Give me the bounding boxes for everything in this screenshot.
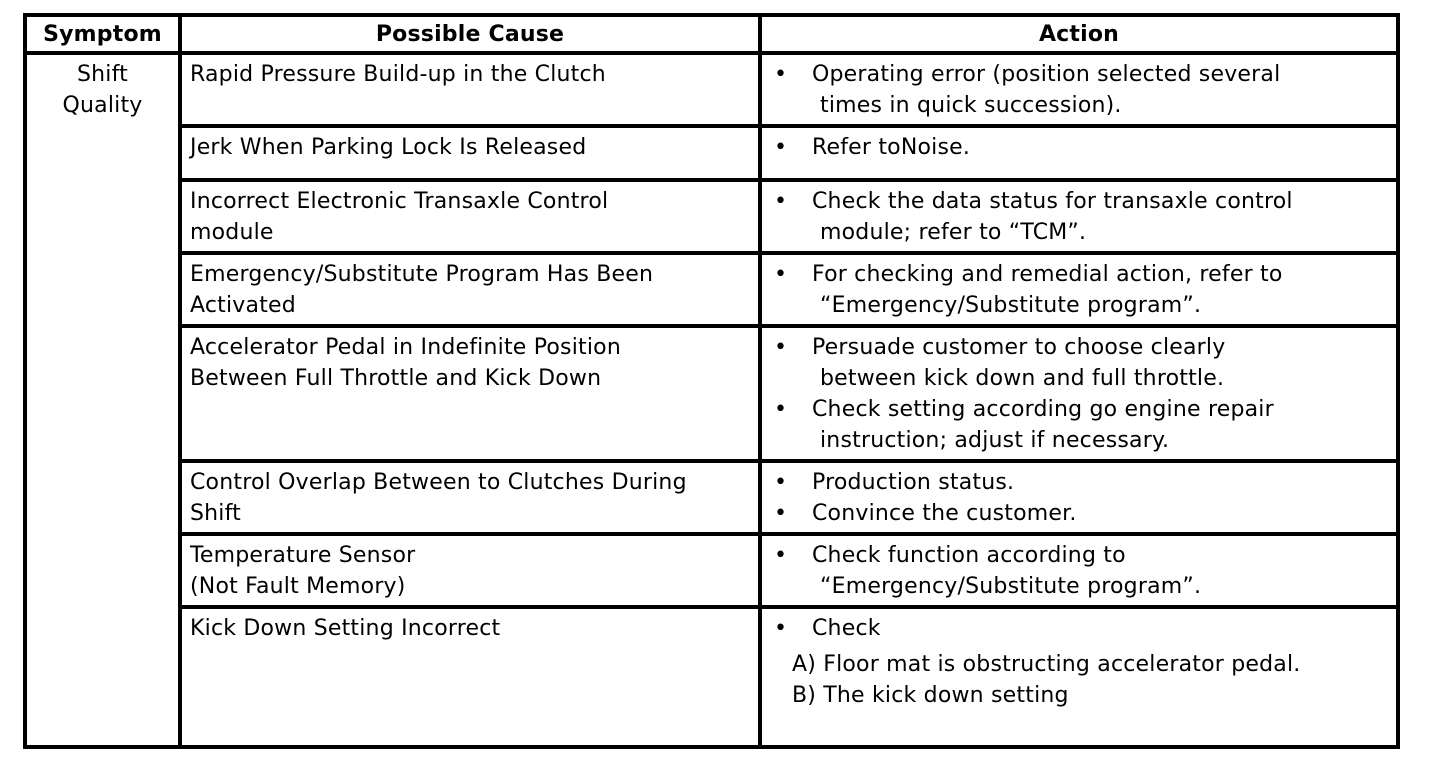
cause-text: Incorrect Electronic Transaxle Control <box>190 189 609 214</box>
bullet-dot: • <box>774 397 788 422</box>
header-action: Action <box>760 15 1398 53</box>
cause-cell <box>180 326 760 461</box>
action-text-continued: “Emergency/Substitute program”. <box>820 293 1202 318</box>
cause-text: Temperature Sensor <box>190 543 416 568</box>
action-item <box>770 540 1388 602</box>
symptom-line-2: Quality <box>62 93 143 118</box>
action-cell <box>760 607 1398 747</box>
action-item <box>770 186 1388 248</box>
bullet-dot: • <box>774 189 788 214</box>
table-row <box>25 326 1398 461</box>
bullet-dot: • <box>774 501 788 526</box>
action-text-continued: module; refer to “TCM”. <box>820 220 1087 245</box>
cause-text-continued: Shift <box>190 501 242 526</box>
action-item <box>770 259 1388 321</box>
cause-text: Jerk When Parking Lock Is Released <box>190 135 587 160</box>
action-cell <box>760 53 1398 126</box>
action-cell <box>760 326 1398 461</box>
action-cell <box>760 180 1398 253</box>
action-item <box>770 613 1388 644</box>
cause-text: Accelerator Pedal in Indefinite Position <box>190 335 621 360</box>
action-cell <box>760 126 1398 180</box>
table-row <box>25 253 1398 326</box>
cause-text-continued: Activated <box>190 293 296 318</box>
troubleshooting-table <box>23 13 1400 749</box>
action-text: Check <box>812 616 881 641</box>
table-row <box>25 126 1398 180</box>
bullet-dot: • <box>774 470 788 495</box>
bullet-dot: • <box>774 543 788 568</box>
symptom-cell <box>25 53 180 747</box>
action-cell <box>760 253 1398 326</box>
action-text-continued: times in quick succession). <box>820 93 1122 118</box>
sub-item-b: B) The kick down setting <box>792 683 1069 708</box>
cause-cell <box>180 253 760 326</box>
action-text: Production status. <box>812 470 1015 495</box>
bullet-dot: • <box>774 335 788 360</box>
bullet-dot: • <box>774 135 788 160</box>
action-text-continued: between kick down and full throttle. <box>820 366 1225 391</box>
cause-cell <box>180 461 760 534</box>
table-row <box>25 180 1398 253</box>
action-text: For checking and remedial action, refer to <box>812 262 1283 287</box>
table-row <box>25 461 1398 534</box>
action-text: Operating error (position selected several <box>812 62 1281 87</box>
cause-text: Kick Down Setting Incorrect <box>190 616 501 641</box>
action-text: Check the data status for transaxle control <box>812 189 1293 214</box>
header-row <box>25 15 1398 53</box>
action-item <box>770 59 1388 121</box>
cause-text-continued: (Not Fault Memory) <box>190 574 406 599</box>
action-text: Check setting according go engine repair <box>812 397 1274 422</box>
action-item <box>770 498 1388 529</box>
cause-text: Control Overlap Between to Clutches During <box>190 470 687 495</box>
action-text: Refer toNoise. <box>812 135 971 160</box>
cause-text: Emergency/Substitute Program Has Been <box>190 262 654 287</box>
table-row <box>25 53 1398 126</box>
action-item <box>770 132 1388 163</box>
bullet-dot: • <box>774 262 788 287</box>
cause-cell <box>180 180 760 253</box>
action-text: Convince the customer. <box>812 501 1077 526</box>
bullet-dot: • <box>774 616 788 641</box>
cause-text-continued: module <box>190 220 274 245</box>
cause-cell <box>180 53 760 126</box>
sub-item-a: A) Floor mat is obstructing accelerator pedal. <box>792 652 1301 677</box>
action-text-continued: “Emergency/Substitute program”. <box>820 574 1202 599</box>
cause-cell <box>180 126 760 180</box>
action-item <box>770 467 1388 498</box>
cause-text: Rapid Pressure Build-up in the Clutch <box>190 62 606 87</box>
cause-text-continued: Between Full Throttle and Kick Down <box>190 366 602 391</box>
header-symptom: Symptom <box>25 15 180 53</box>
action-item <box>770 394 1388 456</box>
action-text: Check function according to <box>812 543 1126 568</box>
table-row <box>25 607 1398 747</box>
cause-cell <box>180 534 760 607</box>
action-cell <box>760 534 1398 607</box>
action-cell <box>760 461 1398 534</box>
action-text-continued: instruction; adjust if necessary. <box>820 428 1170 453</box>
action-text: Persuade customer to choose clearly <box>812 335 1226 360</box>
bullet-dot: • <box>774 62 788 87</box>
header-possible-cause: Possible Cause <box>180 15 760 53</box>
table-row <box>25 534 1398 607</box>
cause-cell <box>180 607 760 747</box>
action-item <box>770 332 1388 394</box>
symptom-line-1: Shift <box>76 62 128 87</box>
